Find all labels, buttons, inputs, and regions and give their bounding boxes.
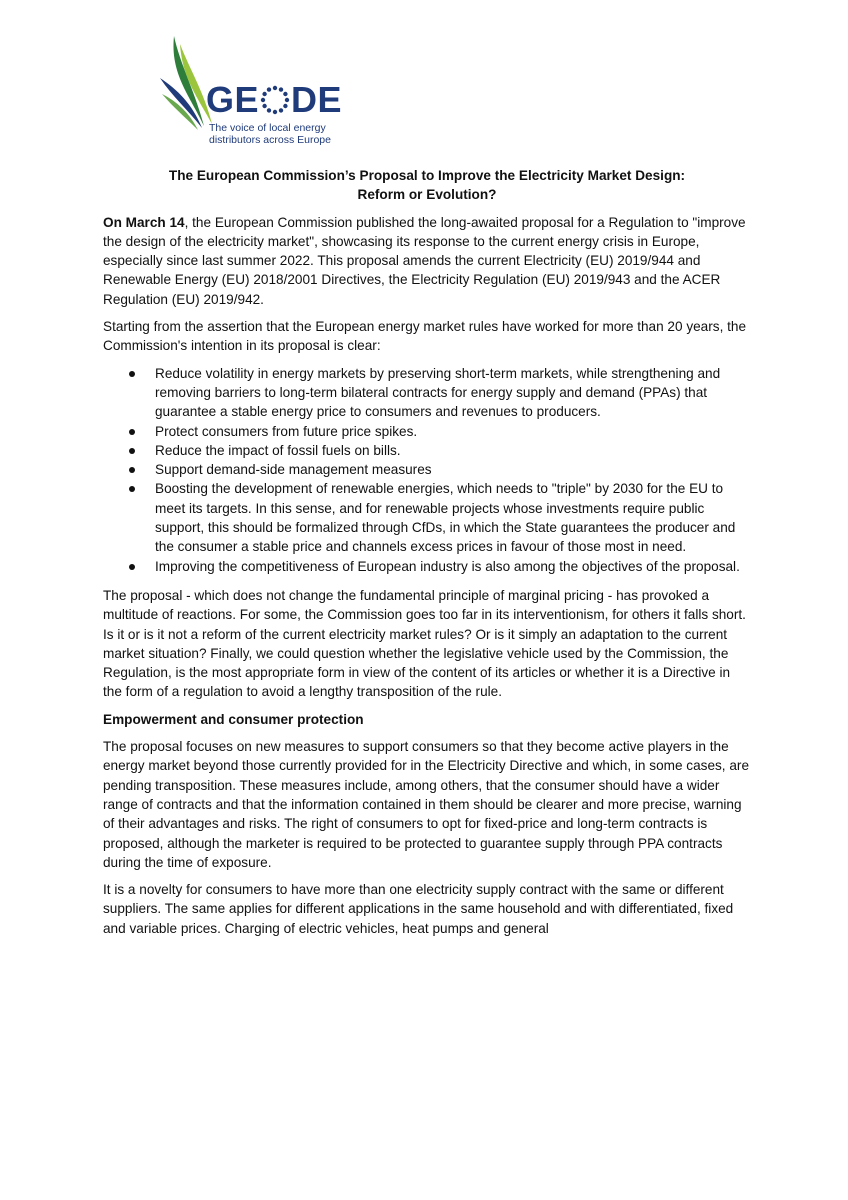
bullet-icon bbox=[129, 467, 135, 473]
bullet-icon bbox=[129, 564, 135, 570]
list-item bbox=[103, 557, 751, 576]
reactions-paragraph: The proposal - which does not change the fundamental principle of marginal pricing - has provoked a multitude of reactions. For some, the Commission goes too far in its interventionism, for others it falls short. Is it or is it not a reform of the current electricity market rules? Or is it simply an adaptation to the current market situation? Finally, we could question whether the legislative vehicle used by the Commission, the Regulation, is the most appropriate form in view of the content of its articles or whether it is a Directive in the form of a regulation to avoid a lengthy transposition of the rule. bbox=[103, 587, 746, 700]
list-item-text: Protect consumers from future price spikes. bbox=[155, 423, 418, 439]
list-item bbox=[103, 479, 751, 556]
bullet-icon bbox=[129, 448, 135, 454]
document-title bbox=[103, 166, 751, 205]
list-item-text: Reduce volatility in energy markets by preserving short-term markets, while strengthening and removing barriers to long-term bilateral contracts for energy supply and demand (PPAs) that guarantee a stable energy price to consumers and revenues to producers. bbox=[155, 365, 721, 420]
list-item-text: Boosting the development of renewable energies, which needs to "triple" by 2030 for the EU to meet its targets. In this sense, and for renewable projects whose investments require public support, this should be formalized through CfDs, in which the State guarantees the producer and the consumer a stable price and channels excess prices in favour of those most in need. bbox=[155, 481, 736, 555]
eu-stars-icon bbox=[260, 85, 290, 115]
list-item bbox=[103, 460, 751, 479]
title-line-2: Reform or Evolution? bbox=[357, 187, 497, 203]
objectives-intro-paragraph: Starting from the assertion that the European energy market rules have worked for more than 20 years, the Commission's intention in its proposal is clear: bbox=[103, 319, 747, 354]
document-body bbox=[103, 166, 751, 946]
geode-logo bbox=[160, 34, 360, 144]
list-item bbox=[103, 422, 751, 441]
title-line-1: The European Commission’s Proposal to Improve the Electricity Market Design: bbox=[168, 168, 686, 183]
logo-tagline-line2: distributors across Europe bbox=[209, 134, 331, 146]
bullet-icon bbox=[129, 429, 135, 435]
intro-paragraph bbox=[103, 213, 751, 309]
intro-lead: On March 14 bbox=[103, 214, 185, 230]
list-item bbox=[103, 441, 751, 460]
logo-tagline bbox=[209, 122, 359, 146]
list-item bbox=[103, 364, 751, 422]
consumer-measures-paragraph: The proposal focuses on new measures to support consumers so that they become active players in the energy market beyond those currently provided for in the Electricity Directive and which, in some cases, are pending transposition. These measures include, among others, that the consumer should have a wider range of contracts and that the information contained in them should be clearer and more precise, warning of their advantages and risks. The right of consumers to opt for fixed-price and long-term contracts is proposed, although the marketer is required to be protected to guarantee supply through PPA contracts during the time of exposure. bbox=[103, 739, 750, 870]
objectives-list bbox=[103, 364, 751, 576]
bullet-icon bbox=[129, 371, 135, 377]
bullet-icon bbox=[129, 486, 135, 492]
list-item-text: Support demand-side management measures bbox=[155, 462, 432, 478]
logo-wordmark: GE DE bbox=[206, 79, 343, 120]
list-item-text: Improving the competitiveness of European industry is also among the objectives of the proposal. bbox=[155, 558, 740, 574]
multiple-contracts-paragraph: It is a novelty for consumers to have more than one electricity supply contract with the same or different suppliers. The same applies for different applications in the same household and with differentiated, fixed and variable prices. Charging of electric vehicles, heat pumps and general bbox=[103, 882, 734, 936]
intro-text: , the European Commission published the long-awaited proposal for a Regulation to "improve the design of the electricity market", showcasing its response to the current energy crisis in Europe, especially since last summer 2022. This proposal amends the current Electricity (EU) 2019/944 and Renewable Energy (EU) 2018/2001 Directives, the Electricity Regulation (EU) 2019/943 and the ACER Regulation (EU) 2019/942. bbox=[103, 214, 746, 307]
logo-tagline-line1: The voice of local energy bbox=[209, 122, 326, 134]
list-item-text: Reduce the impact of fossil fuels on bills. bbox=[155, 442, 401, 458]
section-heading: Empowerment and consumer protection bbox=[103, 711, 364, 727]
